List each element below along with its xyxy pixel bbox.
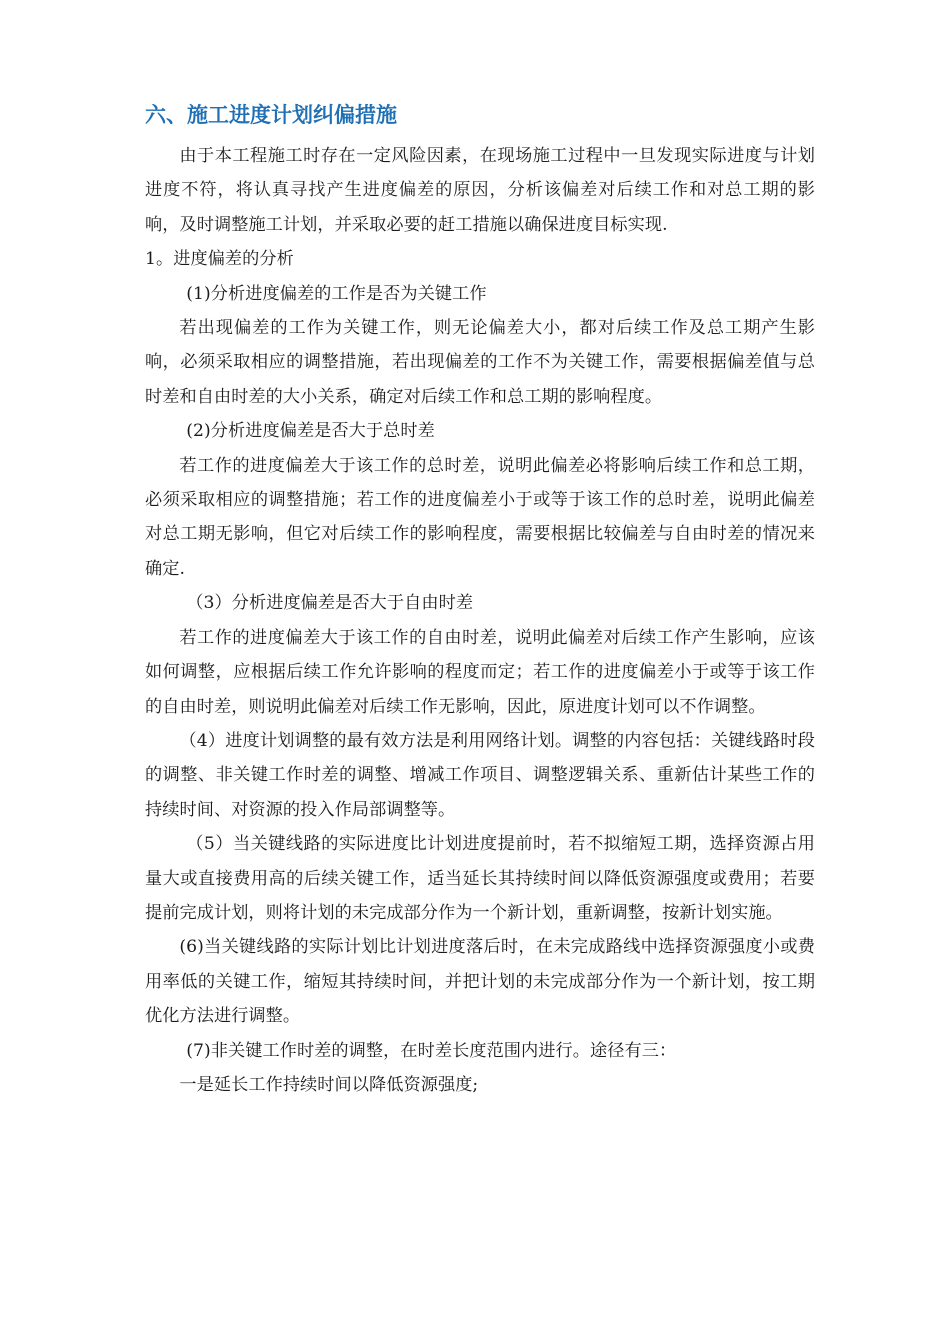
item-3-body: 若工作的进度偏差大于该工作的自由时差，说明此偏差对后续工作产生影响，应该如何调整，应根据后续工作允许影响的程度而定；若工作的进度偏差小于或等于该工作的自由时差，则说明此偏差对后续工作无影响，因此，原进度计划可以不作调整。	[145, 627, 815, 717]
document-body	[145, 95, 815, 1102]
item-3-title: （3）分析进度偏差是否大于自由时差	[186, 593, 474, 614]
item-4-paragraph: （4）进度计划调整的最有效方法是利用网络计划。调整的内容包括：关键线路时段的调整、非关键工作时差的调整、增减工作项目、调整逻辑关系、重新估计某些工作的持续时间、对资源的投入作局部调整等。	[145, 730, 815, 820]
item-7-way-1: 一是延长工作持续时间以降低资源强度;	[179, 1074, 479, 1095]
intro-paragraph: 由于本工程施工时存在一定风险因素，在现场施工过程中一旦发现实际进度与计划进度不符，将认真寻找产生进度偏差的原因，分析该偏差对后续工作和对总工期的影响，及时调整施工计划，并采取必要的赶工措施以确保进度目标实现.	[145, 146, 815, 235]
item-1-title: (1)分析进度偏差的工作是否为关键工作	[186, 283, 487, 304]
item-2-title: (2)分析进度偏差是否大于总时差	[186, 421, 435, 442]
section-heading: 六、施工进度计划纠偏措施	[145, 103, 397, 127]
item-5-paragraph: （5）当关键线路的实际进度比计划进度提前时，若不拟缩短工期，选择资源占用量大或直接费用高的后续关键工作，适当延长其持续时间以降低资源强度或费用；若要提前完成计划，则将计划的未完成部分作为一个新计划，重新调整，按新计划实施。	[145, 834, 815, 923]
item-1-body: 若出现偏差的工作为关键工作，则无论偏差大小，都对后续工作及总工期产生影响，必须采取相应的调整措施，若出现偏差的工作不为关键工作，需要根据偏差值与总时差和自由时差的大小关系，确定对后续工作和总工期的影响程度。	[145, 318, 815, 407]
item-2-body: 若工作的进度偏差大于该工作的总时差，说明此偏差必将影响后续工作和总工期，必须采取相应的调整措施；若工作的进度偏差小于或等于该工作的总时差，说明此偏差对总工期无影响，但它对后续工作的影响程度，需要根据比较偏差与自由时差的情况来确定.	[145, 455, 815, 579]
item-6-paragraph: (6)当关键线路的实际计划比计划进度落后时，在未完成路线中选择资源强度小或费用率低的关键工作，缩短其持续时间，并把计划的未完成部分作为一个新计划，按工期优化方法进行调整。	[145, 937, 815, 1027]
item-7-title: (7)非关键工作时差的调整，在时差长度范围内进行。途径有三：	[186, 1040, 677, 1061]
subsection-title: 1。进度偏差的分析	[145, 249, 294, 270]
